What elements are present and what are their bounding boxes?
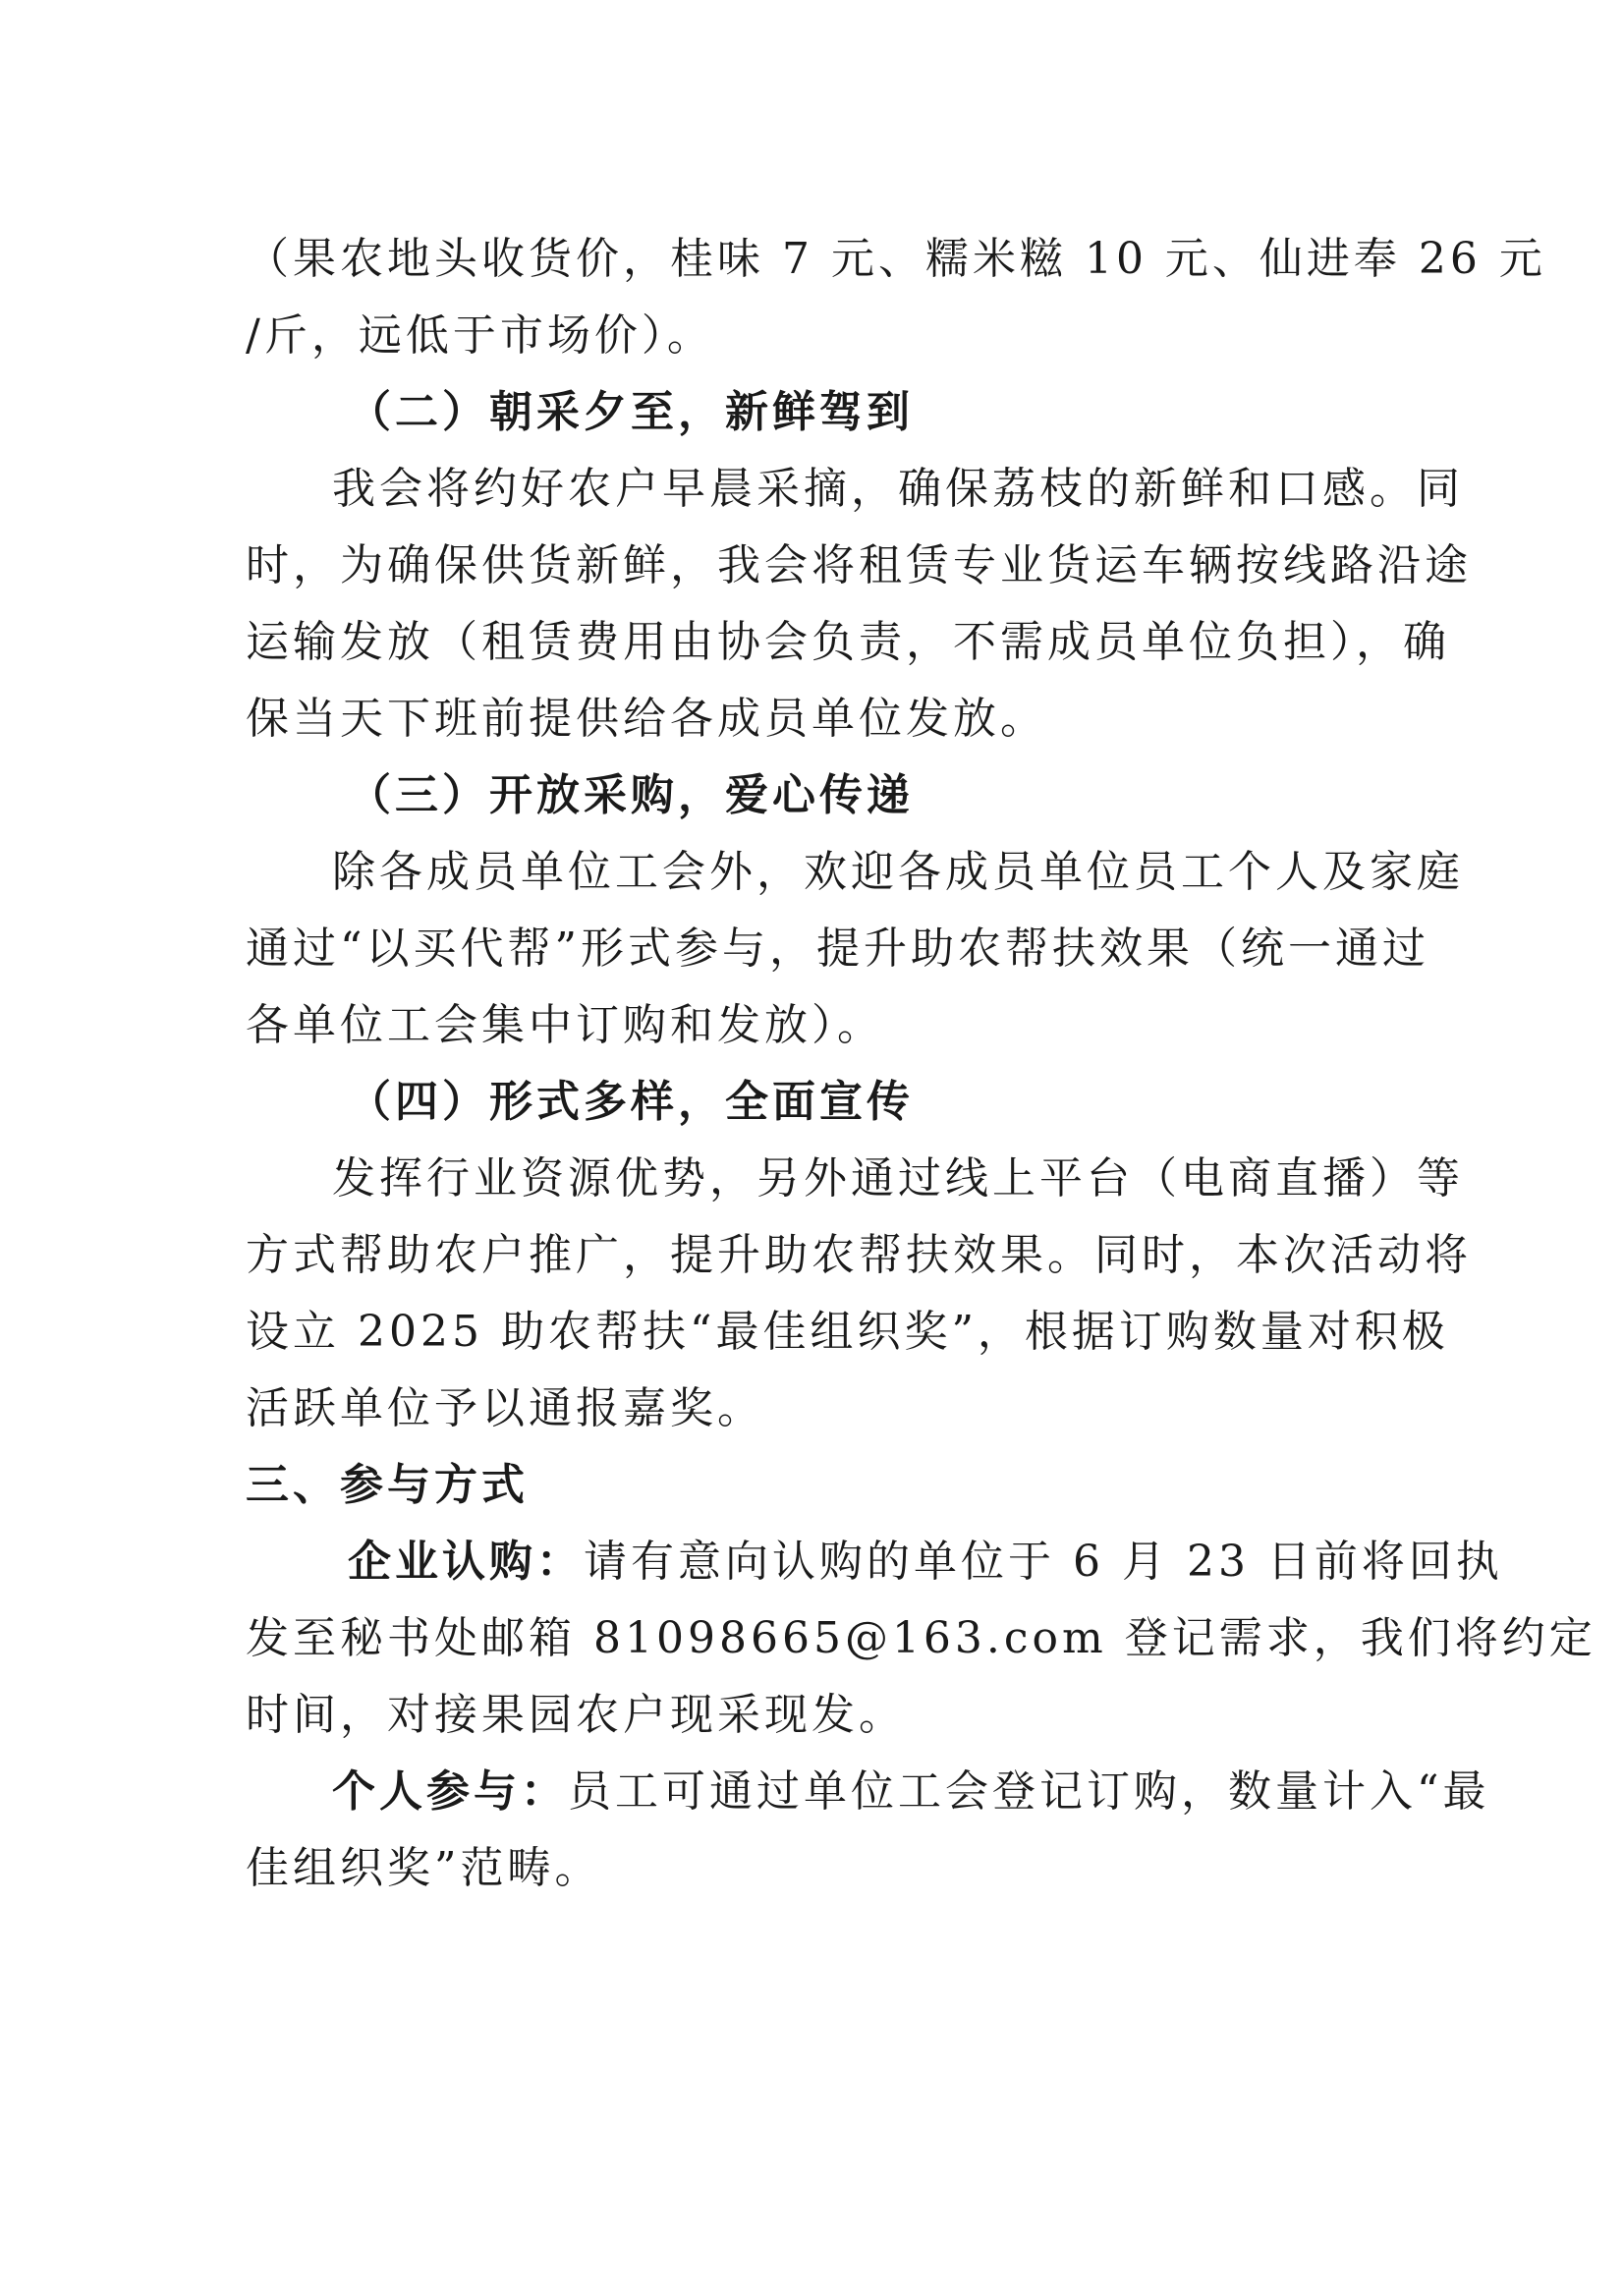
subsection-heading-2: （二）朝采夕至，新鲜驾到 bbox=[348, 387, 914, 437]
paragraph-line: 通过“以买代帮”形式参与，提升助农帮扶效果（统一通过 bbox=[246, 924, 1429, 974]
subsection-heading-3: （三）开放采购，爱心传递 bbox=[348, 770, 914, 820]
paragraph-line: /斤，远低于市场价）。 bbox=[246, 310, 714, 361]
paragraph-line: 活跃单位予以通报嘉奖。 bbox=[246, 1383, 764, 1433]
paragraph-line: 发至秘书处邮箱 81098665@163.com 登记需求，我们将约定 bbox=[246, 1613, 1596, 1663]
paragraph-line: 各单位工会集中订购和发放）。 bbox=[246, 1000, 884, 1050]
paragraph-line: 设立 2025 助农帮扶“最佳组织奖”，根据订购数量对积极 bbox=[246, 1307, 1449, 1357]
paragraph-line: 佳组织奖”范畴。 bbox=[246, 1843, 602, 1893]
paragraph-line: 运输发放（租赁费用由协会负责，不需成员单位负担），确 bbox=[246, 617, 1450, 667]
section-title: 三、参与方式 bbox=[246, 1460, 529, 1510]
paragraph-line: 除各成员单位工会外，欢迎各成员单位员工个人及家庭 bbox=[332, 847, 1464, 897]
paragraph-line: 方式帮助农户推广，提升助农帮扶效果。同时，本次活动将 bbox=[246, 1230, 1472, 1280]
paragraph-line: 保当天下班前提供给各成员单位发放。 bbox=[246, 694, 1047, 744]
paragraph-line: （果农地头收货价，桂味 7 元、糯米糍 10 元、仙进奉 26 元 bbox=[246, 234, 1546, 284]
personal-text: 员工可通过单位工会登记订购，数量计入“最 bbox=[568, 1766, 1490, 1817]
enterprise-label: 企业认购： bbox=[348, 1537, 584, 1587]
paragraph-line: 发挥行业资源优势，另外通过线上平台（电商直播）等 bbox=[332, 1153, 1464, 1204]
paragraph-line: 我会将约好农户早晨采摘，确保荔枝的新鲜和口感。同 bbox=[332, 464, 1464, 514]
enterprise-text: 请有意向认购的单位于 6 月 23 日前将回执 bbox=[584, 1537, 1503, 1587]
enterprise-line bbox=[246, 1524, 1503, 1600]
paragraph-line: 时，为确保供货新鲜，我会将租赁专业货运车辆按线路沿途 bbox=[246, 540, 1472, 590]
subsection-heading-4: （四）形式多样，全面宣传 bbox=[348, 1077, 914, 1127]
personal-line bbox=[246, 1754, 1490, 1830]
paragraph-line: 时间，对接果园农户现采现发。 bbox=[246, 1690, 906, 1740]
personal-label: 个人参与： bbox=[332, 1766, 568, 1817]
document-body bbox=[246, 221, 1596, 1907]
